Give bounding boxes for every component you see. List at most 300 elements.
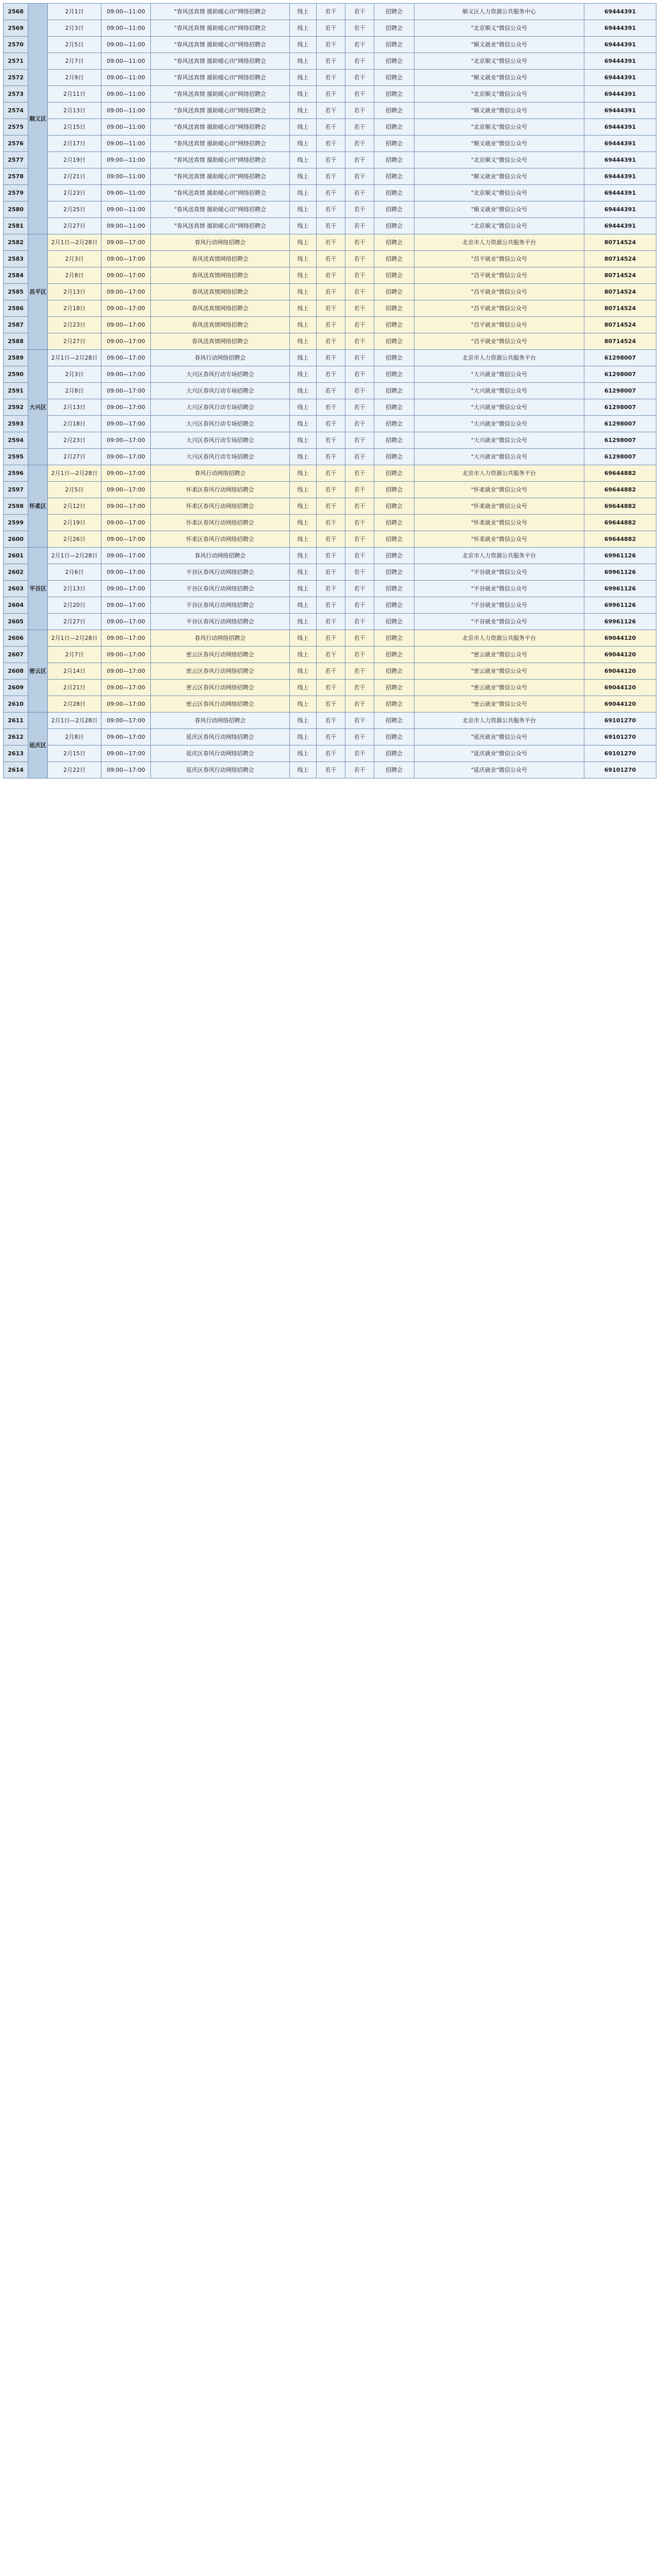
event-count: 若干 [345,86,374,103]
event-positions: 若干 [317,729,345,745]
event-venue: "北京顺义"微信公众号 [414,86,584,103]
row-number: 2598 [4,498,28,515]
event-phone: 69444391 [584,86,656,103]
event-positions: 若干 [317,284,345,300]
event-count: 若干 [345,581,374,597]
event-venue: "北京顺义"微信公众号 [414,20,584,37]
table-row [4,531,656,548]
event-title: 怀柔区春风行动网络招聘会 [151,515,290,531]
event-type: 招聘会 [374,37,414,53]
event-form: 线上 [290,317,317,333]
event-phone: 69961126 [584,597,656,614]
event-venue: "顺义就业"微信公众号 [414,70,584,86]
event-title: "春风送真情 援助暖心田"网络招聘会 [151,168,290,185]
event-venue: 北京市人力资源公共服务平台 [414,234,584,251]
event-phone: 69644882 [584,482,656,498]
row-number: 2608 [4,663,28,680]
event-time: 09:00—17:00 [101,317,151,333]
event-title: 春风行动网络招聘会 [151,234,290,251]
event-form: 线上 [290,103,317,119]
district-label: 延庆区 [28,713,48,778]
event-phone: 61298007 [584,366,656,383]
event-type: 招聘会 [374,251,414,267]
event-time: 09:00—17:00 [101,432,151,449]
event-phone: 69044120 [584,680,656,696]
table-row [4,4,656,20]
table-row [4,119,656,135]
event-venue: "延庆就业"微信公众号 [414,745,584,762]
event-count: 若干 [345,152,374,168]
event-positions: 若干 [317,498,345,515]
event-time: 09:00—17:00 [101,350,151,366]
event-phone: 69101270 [584,729,656,745]
table-row [4,333,656,350]
event-title: 春风送真情网络招聘会 [151,251,290,267]
event-phone: 69961126 [584,614,656,630]
event-type: 招聘会 [374,465,414,482]
table-row [4,548,656,564]
district-label: 顺义区 [28,4,48,234]
event-date: 2月19日 [48,515,101,531]
event-title: 大兴区春风行动专场招聘会 [151,366,290,383]
event-venue: "密云就业"微信公众号 [414,663,584,680]
event-date: 2月22日 [48,762,101,778]
event-form: 线上 [290,284,317,300]
event-date: 2月23日 [48,185,101,201]
event-phone: 69444391 [584,53,656,70]
table-row [4,416,656,432]
event-count: 若干 [345,449,374,465]
event-count: 若干 [345,696,374,713]
event-form: 线上 [290,729,317,745]
event-date: 2月1日—2月28日 [48,630,101,647]
event-form: 线上 [290,20,317,37]
event-count: 若干 [345,267,374,284]
event-positions: 若干 [317,564,345,581]
table-row [4,300,656,317]
event-title: 怀柔区春风行动网络招聘会 [151,531,290,548]
event-phone: 69044120 [584,663,656,680]
event-date: 2月18日 [48,300,101,317]
event-phone: 61298007 [584,416,656,432]
row-number: 2592 [4,399,28,416]
event-form: 线上 [290,350,317,366]
table-row [4,135,656,152]
event-positions: 若干 [317,713,345,729]
event-form: 线上 [290,135,317,152]
event-count: 若干 [345,300,374,317]
event-time: 09:00—11:00 [101,20,151,37]
event-time: 09:00—17:00 [101,267,151,284]
event-phone: 80714524 [584,267,656,284]
event-phone: 69444391 [584,37,656,53]
event-type: 招聘会 [374,70,414,86]
event-title: 春风送真情网络招聘会 [151,300,290,317]
row-number: 2595 [4,449,28,465]
event-date: 2月11日 [48,86,101,103]
event-title: "春风送真情 援助暖心田"网络招聘会 [151,201,290,218]
event-count: 若干 [345,135,374,152]
event-time: 09:00—17:00 [101,498,151,515]
event-type: 招聘会 [374,218,414,234]
event-count: 若干 [345,53,374,70]
event-time: 09:00—17:00 [101,366,151,383]
event-type: 招聘会 [374,614,414,630]
table-row [4,251,656,267]
table-row [4,152,656,168]
event-positions: 若干 [317,103,345,119]
event-time: 09:00—11:00 [101,185,151,201]
event-type: 招聘会 [374,86,414,103]
event-positions: 若干 [317,449,345,465]
event-time: 09:00—17:00 [101,581,151,597]
row-number: 2594 [4,432,28,449]
event-form: 线上 [290,465,317,482]
event-type: 招聘会 [374,399,414,416]
event-type: 招聘会 [374,597,414,614]
event-positions: 若干 [317,383,345,399]
table-row [4,218,656,234]
row-number: 2607 [4,647,28,663]
event-venue: "北京顺义"微信公众号 [414,53,584,70]
event-date: 2月15日 [48,745,101,762]
row-number: 2601 [4,548,28,564]
event-venue: "昌平就业"微信公众号 [414,300,584,317]
event-time: 09:00—11:00 [101,119,151,135]
event-title: 密云区春风行动网络招聘会 [151,696,290,713]
row-number: 2602 [4,564,28,581]
event-type: 招聘会 [374,498,414,515]
event-date: 2月23日 [48,317,101,333]
event-date: 2月1日 [48,4,101,20]
event-date: 2月6日 [48,564,101,581]
event-venue: "平谷就业"微信公众号 [414,581,584,597]
event-venue: 北京市人力资源公共服务平台 [414,465,584,482]
table-row [4,762,656,778]
row-number: 2577 [4,152,28,168]
row-number: 2606 [4,630,28,647]
event-positions: 若干 [317,20,345,37]
event-title: "春风送真情 援助暖心田"网络招聘会 [151,20,290,37]
event-time: 09:00—17:00 [101,564,151,581]
event-type: 招聘会 [374,729,414,745]
event-positions: 若干 [317,350,345,366]
event-positions: 若干 [317,185,345,201]
event-time: 09:00—17:00 [101,300,151,317]
event-date: 2月1日—2月28日 [48,465,101,482]
event-venue: "延庆就业"微信公众号 [414,762,584,778]
event-title: 平谷区春风行动网络招聘会 [151,597,290,614]
event-venue: "北京顺义"微信公众号 [414,185,584,201]
row-number: 2580 [4,201,28,218]
event-count: 若干 [345,201,374,218]
event-time: 09:00—17:00 [101,696,151,713]
event-type: 招聘会 [374,20,414,37]
event-title: 延庆区春风行动网络招聘会 [151,745,290,762]
event-time: 09:00—11:00 [101,218,151,234]
event-title: 春风行动网络招聘会 [151,350,290,366]
event-phone: 80714524 [584,333,656,350]
row-number: 2603 [4,581,28,597]
event-venue: "昌平就业"微信公众号 [414,267,584,284]
event-count: 若干 [345,333,374,350]
event-date: 2月18日 [48,416,101,432]
event-form: 线上 [290,333,317,350]
event-form: 线上 [290,432,317,449]
event-title: "春风送真情 援助暖心田"网络招聘会 [151,135,290,152]
event-time: 09:00—11:00 [101,86,151,103]
event-date: 2月21日 [48,168,101,185]
district-label: 平谷区 [28,548,48,630]
event-form: 线上 [290,201,317,218]
event-type: 招聘会 [374,300,414,317]
event-phone: 69044120 [584,696,656,713]
row-number: 2600 [4,531,28,548]
event-venue: "顺义就业"微信公众号 [414,135,584,152]
event-count: 若干 [345,284,374,300]
event-form: 线上 [290,416,317,432]
row-number: 2569 [4,20,28,37]
event-venue: 北京市人力资源公共服务平台 [414,350,584,366]
event-positions: 若干 [317,53,345,70]
event-venue: "北京顺义"微信公众号 [414,218,584,234]
event-phone: 69444391 [584,218,656,234]
event-title: 春风行动网络招聘会 [151,548,290,564]
event-title: 平谷区春风行动网络招聘会 [151,581,290,597]
row-number: 2571 [4,53,28,70]
event-count: 若干 [345,647,374,663]
event-time: 09:00—17:00 [101,597,151,614]
event-phone: 61298007 [584,432,656,449]
event-time: 09:00—17:00 [101,383,151,399]
event-time: 09:00—17:00 [101,630,151,647]
event-date: 2月26日 [48,531,101,548]
event-title: 延庆区春风行动网络招聘会 [151,762,290,778]
event-title: 密云区春风行动网络招聘会 [151,663,290,680]
table-row [4,432,656,449]
table-row [4,729,656,745]
event-type: 招聘会 [374,284,414,300]
event-form: 线上 [290,630,317,647]
event-form: 线上 [290,267,317,284]
row-number: 2584 [4,267,28,284]
event-type: 招聘会 [374,432,414,449]
event-venue: "北京顺义"微信公众号 [414,152,584,168]
event-positions: 若干 [317,399,345,416]
event-form: 线上 [290,762,317,778]
event-form: 线上 [290,399,317,416]
event-date: 2月1日—2月28日 [48,548,101,564]
event-type: 招聘会 [374,234,414,251]
event-positions: 若干 [317,465,345,482]
event-title: "春风送真情 援助暖心田"网络招聘会 [151,185,290,201]
district-label: 大兴区 [28,350,48,465]
event-venue: 北京市人力资源公共服务平台 [414,713,584,729]
district-label: 昌平区 [28,234,48,350]
event-form: 线上 [290,234,317,251]
event-count: 若干 [345,597,374,614]
event-type: 招聘会 [374,449,414,465]
table-row [4,37,656,53]
event-positions: 若干 [317,119,345,135]
event-date: 2月3日 [48,251,101,267]
event-title: "春风送真情 援助暖心田"网络招聘会 [151,86,290,103]
table-row [4,383,656,399]
event-form: 线上 [290,531,317,548]
table-row [4,284,656,300]
event-date: 2月28日 [48,696,101,713]
event-time: 09:00—11:00 [101,70,151,86]
event-title: 春风送真情网络招聘会 [151,317,290,333]
event-type: 招聘会 [374,267,414,284]
event-count: 若干 [345,399,374,416]
event-form: 线上 [290,680,317,696]
event-date: 2月15日 [48,119,101,135]
event-venue: "密云就业"微信公众号 [414,680,584,696]
event-title: "春风送真情 援助暖心田"网络招聘会 [151,218,290,234]
event-time: 09:00—17:00 [101,333,151,350]
event-date: 2月8日 [48,729,101,745]
event-phone: 69444391 [584,20,656,37]
event-venue: "顺义就业"微信公众号 [414,168,584,185]
row-number: 2590 [4,366,28,383]
event-title: "春风送真情 援助暖心田"网络招聘会 [151,152,290,168]
row-number: 2589 [4,350,28,366]
event-date: 2月13日 [48,581,101,597]
event-date: 2月27日 [48,218,101,234]
event-time: 09:00—17:00 [101,531,151,548]
event-type: 招聘会 [374,103,414,119]
event-positions: 若干 [317,482,345,498]
district-label: 怀柔区 [28,465,48,548]
event-type: 招聘会 [374,383,414,399]
event-title: "春风送真情 援助暖心田"网络招聘会 [151,37,290,53]
event-count: 若干 [345,482,374,498]
event-count: 若干 [345,4,374,20]
event-type: 招聘会 [374,4,414,20]
event-date: 2月14日 [48,663,101,680]
event-venue: "密云就业"微信公众号 [414,696,584,713]
event-positions: 若干 [317,251,345,267]
event-date: 2月7日 [48,53,101,70]
row-number: 2593 [4,416,28,432]
event-form: 线上 [290,366,317,383]
table-row [4,399,656,416]
row-number: 2581 [4,218,28,234]
event-count: 若干 [345,185,374,201]
event-positions: 若干 [317,432,345,449]
event-phone: 69101270 [584,745,656,762]
event-title: 密云区春风行动网络招聘会 [151,647,290,663]
table-row [4,317,656,333]
row-number: 2612 [4,729,28,745]
event-phone: 69444391 [584,103,656,119]
event-type: 招聘会 [374,531,414,548]
event-type: 招聘会 [374,333,414,350]
event-form: 线上 [290,696,317,713]
event-positions: 若干 [317,597,345,614]
event-time: 09:00—17:00 [101,399,151,416]
event-time: 09:00—17:00 [101,548,151,564]
event-positions: 若干 [317,168,345,185]
event-positions: 若干 [317,218,345,234]
event-positions: 若干 [317,531,345,548]
event-count: 若干 [345,119,374,135]
event-venue: "怀柔就业"微信公众号 [414,498,584,515]
row-number: 2568 [4,4,28,20]
event-phone: 69444391 [584,152,656,168]
event-type: 招聘会 [374,168,414,185]
event-phone: 61298007 [584,399,656,416]
row-number: 2614 [4,762,28,778]
event-venue: "平谷就业"微信公众号 [414,564,584,581]
table-row [4,647,656,663]
event-form: 线上 [290,614,317,630]
event-positions: 若干 [317,515,345,531]
event-positions: 若干 [317,680,345,696]
row-number: 2587 [4,317,28,333]
event-type: 招聘会 [374,53,414,70]
event-count: 若干 [345,383,374,399]
event-phone: 80714524 [584,284,656,300]
event-positions: 若干 [317,647,345,663]
event-form: 线上 [290,70,317,86]
event-form: 线上 [290,548,317,564]
event-positions: 若干 [317,614,345,630]
row-number: 2576 [4,135,28,152]
event-count: 若干 [345,614,374,630]
event-phone: 61298007 [584,449,656,465]
event-phone: 69444391 [584,119,656,135]
event-form: 线上 [290,663,317,680]
row-number: 2610 [4,696,28,713]
event-time: 09:00—17:00 [101,251,151,267]
event-time: 09:00—17:00 [101,762,151,778]
row-number: 2604 [4,597,28,614]
event-positions: 若干 [317,4,345,20]
event-venue: 北京市人力资源公共服务平台 [414,630,584,647]
event-positions: 若干 [317,70,345,86]
event-date: 2月21日 [48,680,101,696]
event-phone: 69444391 [584,70,656,86]
row-number: 2570 [4,37,28,53]
event-form: 线上 [290,482,317,498]
event-phone: 69961126 [584,548,656,564]
event-positions: 若干 [317,86,345,103]
event-title: 怀柔区春风行动网络招聘会 [151,498,290,515]
event-form: 线上 [290,713,317,729]
event-time: 09:00—11:00 [101,4,151,20]
table-row [4,696,656,713]
table-row [4,564,656,581]
table-row [4,350,656,366]
event-form: 线上 [290,86,317,103]
event-time: 09:00—17:00 [101,284,151,300]
event-title: 密云区春风行动网络招聘会 [151,680,290,696]
event-count: 若干 [345,713,374,729]
event-type: 招聘会 [374,762,414,778]
event-date: 2月12日 [48,498,101,515]
event-form: 线上 [290,251,317,267]
event-positions: 若干 [317,548,345,564]
event-time: 09:00—17:00 [101,729,151,745]
event-type: 招聘会 [374,647,414,663]
event-form: 线上 [290,597,317,614]
event-date: 2月8日 [48,267,101,284]
table-row [4,597,656,614]
row-number: 2591 [4,383,28,399]
schedule-table [3,3,656,778]
